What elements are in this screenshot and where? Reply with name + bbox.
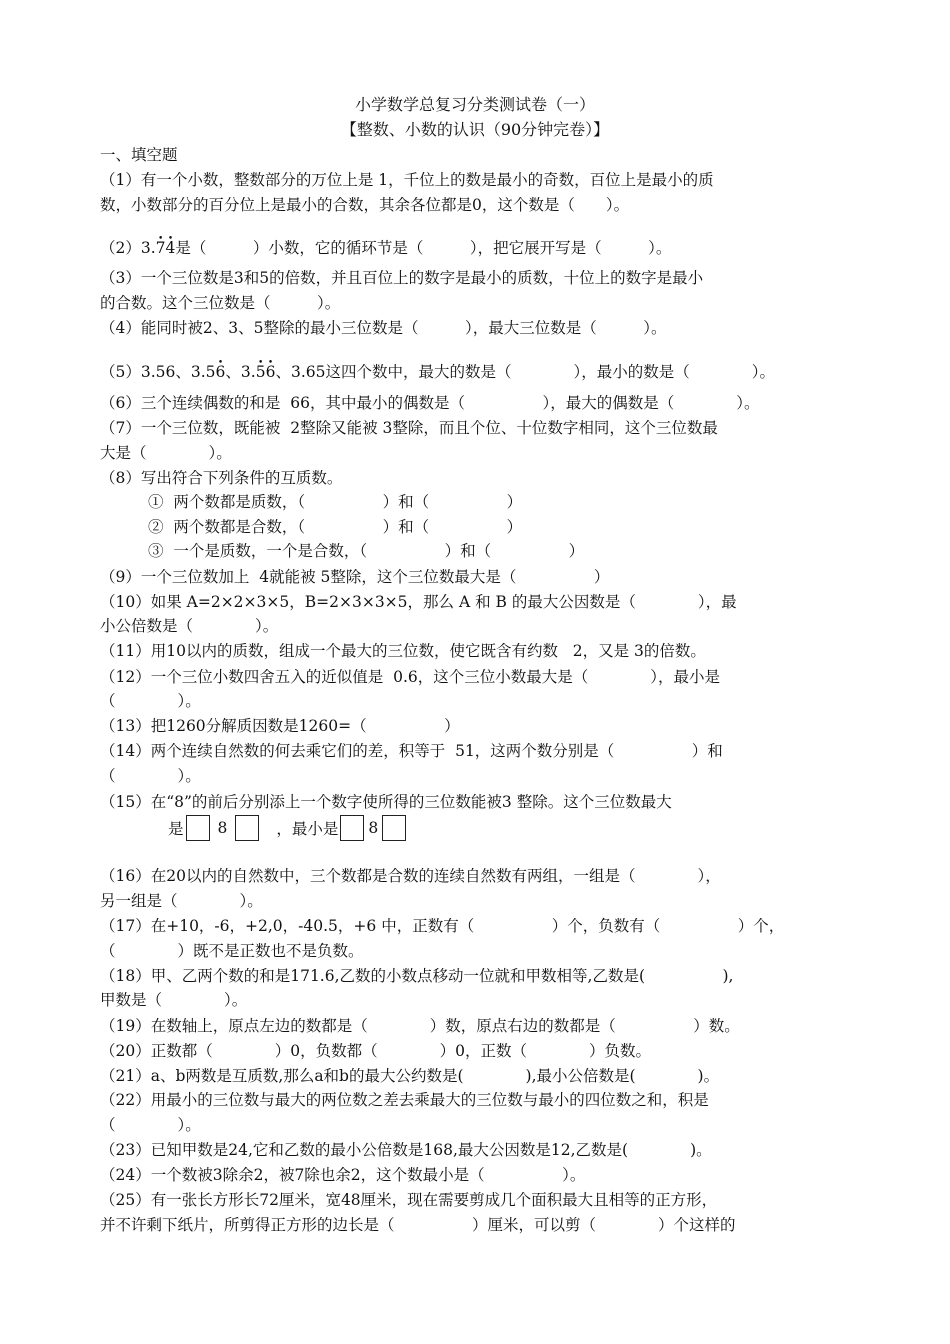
question-4: （4）能同时被2、3、5整除的最小三位数是（ ），最大三位数是（ ）。: [100, 319, 667, 337]
q5-repeat-digit: • 6: [216, 362, 226, 382]
question-3-line-1: （3）一个三位数是3和5的倍数，并且百位上的数字是最小的质数，十位上的数字是最小: [100, 269, 704, 287]
question-8-item-1: ① 两个数都是质数，（ ）和（ ）: [148, 493, 523, 511]
question-18-line-2: 甲数是（ ）。: [100, 991, 248, 1009]
question-6: （6）三个连续偶数的和是 66，其中最小的偶数是（ ），最大的偶数是（ ）。: [100, 394, 760, 412]
question-23: （23）已知甲数是24,它和乙数的最小公倍数是168,最大公因数是12,乙数是( )。: [100, 1141, 712, 1159]
q15-digit-eight: 8: [217, 819, 228, 837]
question-14-line-1: （14）两个连续自然数的何去乘它们的差，积等于 51，这两个数分别是（ ）和: [100, 742, 723, 760]
question-11: （11）用10以内的质数，组成一个最大的三位数，使它既含有约数 2，又是 3的倍数。: [100, 642, 706, 660]
q2-repeat-digit-2: • 4: [166, 238, 176, 258]
question-15-answer-row: [168, 815, 408, 841]
question-17-line-1: （17）在+10，-6，+2,0，-40.5，+6 中，正数有（ ）个，负数有（ ）个，: [100, 917, 785, 935]
exam-title: 小学数学总复习分类测试卷（一）: [354, 95, 595, 114]
question-16-line-2: 另一组是（ ）。: [100, 892, 263, 910]
question-12-line-1: （12）一个三位小数四舍五入的近似值是 0.6，这个三位小数最大是（ ），最小是: [100, 668, 720, 686]
question-10-line-2: 小公倍数是（ ）。: [100, 617, 279, 635]
question-8-item-3: ③ 一个是质数，一个是合数，（ ）和（ ）: [148, 542, 585, 560]
question-15-line-1: （15）在“8”的前后分别添上一个数字使所得的三位数能被3 整除。这个三位数最大: [100, 793, 672, 811]
question-19: （19）在数轴上，原点左边的数都是（ ）数，原点右边的数都是（ ）数。: [100, 1017, 740, 1035]
question-5: [100, 362, 775, 382]
answer-box[interactable]: [235, 815, 259, 841]
question-22-line-1: （22）用最小的三位数与最大的两位数之差去乘最大的三位数与最小的四位数之和，积是: [100, 1091, 709, 1109]
question-18-line-1: （18）甲、乙两个数的和是171.6,乙数的小数点移动一位就和甲数相等,乙数是( ),: [100, 967, 734, 985]
question-20: （20）正数都（ ）0，负数都（ ）0，正数（ ）负数。: [100, 1042, 651, 1060]
q5-part-c: 、3.: [225, 363, 256, 381]
question-7-line-2: 大是（ ）。: [100, 444, 232, 462]
answer-box[interactable]: [186, 815, 210, 841]
q2-prefix: （2）3.: [100, 239, 156, 257]
question-24: （24）一个数被3除余2，被7除也余2，这个数最小是（ ）。: [100, 1166, 586, 1184]
question-16-line-1: （16）在20以内的自然数中，三个数都是合数的连续自然数有两组，一组是（ ），: [100, 867, 721, 885]
question-12-line-2: （ ）。: [100, 692, 201, 710]
q15-label-min: ，最小是: [271, 820, 339, 838]
question-2: [100, 238, 671, 258]
question-25-line-1: （25）有一张长方形长72厘米，宽48厘米，现在需要剪成几个面积最大且相等的正方形，: [100, 1191, 718, 1209]
answer-box[interactable]: [340, 815, 364, 841]
question-14-line-2: （ ）。: [100, 767, 201, 785]
question-13: （13）把1260分解质因数是1260=（ ）: [100, 717, 460, 735]
question-25-line-2: 并不许剩下纸片，所剪得正方形的边长是（ ）厘米，可以剪（ ）个这样的: [100, 1216, 736, 1234]
question-17-line-2: （ ）既不是正数也不是负数。: [100, 942, 364, 960]
q15-label-max: 是: [168, 820, 184, 838]
question-8-item-2: ② 两个数都是合数，（ ）和（ ）: [148, 518, 523, 536]
q2-repeat-digit-1: • 7: [156, 238, 166, 258]
q2-rest: 是（ ）小数，它的循环节是（ ），把它展开写是（ ）。: [175, 239, 672, 257]
question-1-line-1: （1）有一个小数，整数部分的万位上是 1，千位上的数是最小的奇数，百位上是最小的质: [100, 171, 714, 189]
question-8-head: （8）写出符合下列条件的互质数。: [100, 469, 343, 487]
question-22-line-2: （ ）。: [100, 1116, 201, 1134]
question-21: （21）a、b两数是互质数,那么a和b的最大公约数是( ),最小公倍数是( )。: [100, 1067, 720, 1085]
answer-box[interactable]: [382, 815, 406, 841]
question-1-line-2: 数，小数部分的百分位上是最小的合数，其余各位都是0，这个数是（ ）。: [100, 196, 630, 214]
q5-rest: 、3.65这四个数中，最大的数是（ ），最小的数是（ ）。: [275, 363, 775, 381]
q15-digit-eight-2: 8: [368, 819, 379, 837]
exam-subtitle: 【整数、小数的认识（90分钟完卷）】: [340, 120, 610, 139]
q5-repeat-digit-3: • 6: [266, 362, 276, 382]
section-heading: 一、填空题: [100, 146, 178, 164]
question-3-line-2: 的合数。这个三位数是（ ）。: [100, 294, 341, 312]
question-7-line-1: （7）一个三位数，既能被 2整除又能被 3整除，而且个位、十位数字相同，这个三位数最: [100, 419, 718, 437]
question-9: （9）一个三位数加上 4就能被 5整除，这个三位数最大是（ ）: [100, 568, 610, 586]
question-10-line-1: （10）如果 A=2×2×3×5，B=2×3×3×5，那么 A 和 B 的最大公因数是（ ），最: [100, 593, 737, 611]
q5-repeat-digit-2: • 5: [256, 362, 266, 382]
q5-part-a: （5）3.56、3.5: [100, 363, 216, 381]
